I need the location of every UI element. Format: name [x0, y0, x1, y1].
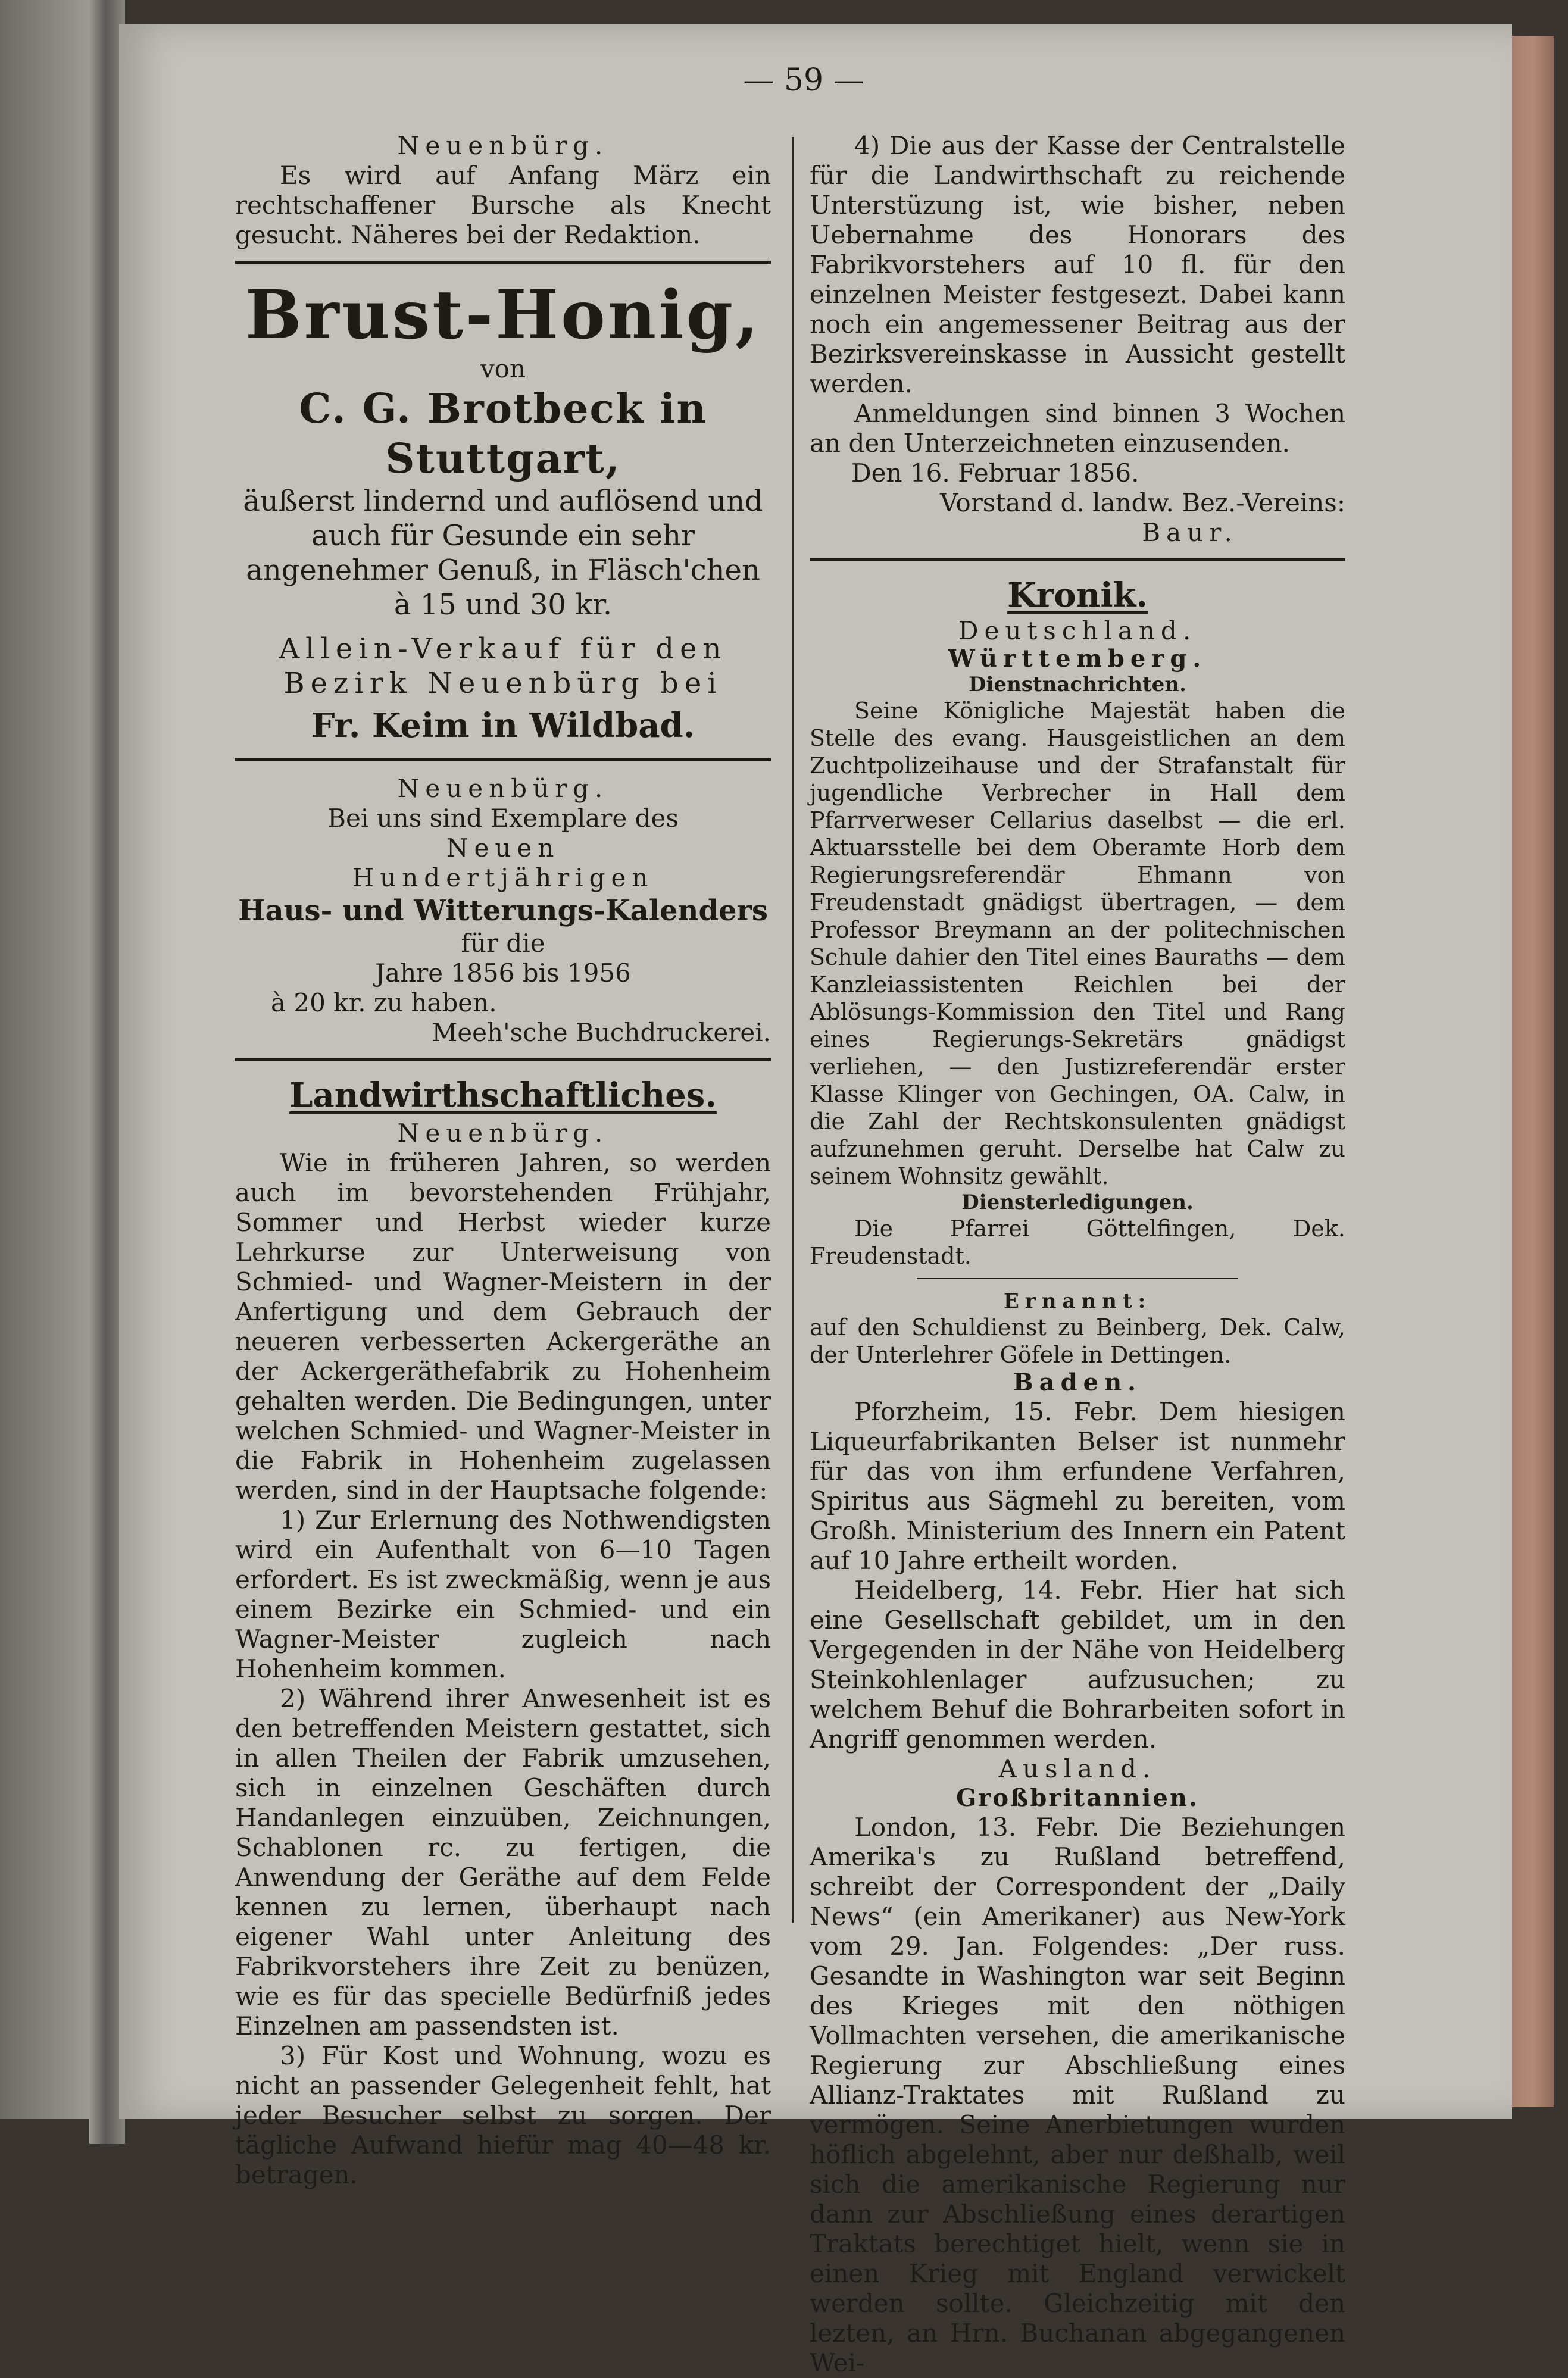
- classified-ad-knecht: [235, 131, 771, 250]
- column-divider: [792, 137, 794, 1923]
- subsection-heading: Diensterledigungen.: [961, 1190, 1194, 1214]
- ad-sale: Allein-Verkauf für den Bezirk Neuenbürg bei: [279, 632, 727, 700]
- section-rule: [235, 758, 771, 761]
- ad-line: Jahre 1856 bis 1956: [375, 958, 631, 988]
- ad-line: für die: [461, 929, 545, 958]
- article-paragraph: 3) Für Kost und Wohnung, wozu es nicht an passender Gelegenheit fehlt, hat jeder Besucher selbst zu sorgen. Der tägliche Aufwand hiefür mag 40—48 kr. betragen.: [235, 2041, 771, 2189]
- ad-place: Neuenbürg.: [397, 131, 609, 160]
- ad-description: äußerst lindernd und auflösend und auch für Gesunde ein sehr angenehmer Genuß, in Fläsch'chen à 15 und 30 kr.: [243, 485, 763, 621]
- section-kronik: [810, 574, 1345, 2378]
- article-paragraph: Anmeldungen sind binnen 3 Wochen an den Unterzeichneten einzusenden.: [810, 399, 1345, 458]
- article-date: Den 16. Februar 1856.: [851, 458, 1139, 488]
- ad-maker: C. G. Brotbeck in Stuttgart,: [299, 385, 707, 483]
- region-heading: Deutschland.: [958, 616, 1197, 645]
- section-heading: Kronik.: [1007, 576, 1148, 615]
- small-rule: [917, 1278, 1238, 1279]
- ad-signature: Meeh'sche Buchdruckerei.: [432, 1018, 771, 1047]
- article-paragraph: Wie in früheren Jahren, so werden auch im bevorstehenden Frühjahr, Sommer und Herbst wieder kurze Lehrkurse zur Unterweisung von Schmied- und Wagner-Meistern in der Anfertigung und dem Gebrauch der neueren verbesserten Ackergeräthe an der Ackergeräthefabrik zu Hohenheim gehalten werden. Die Bedingungen, unter welchen Schmied- und Wagner-Meister in die Fabrik in Hohenheim zugelassen werden, sind in der Hauptsache folgende:: [235, 1148, 771, 1505]
- article-signature: Vorstand d. landw. Bez.-Vereins:: [939, 488, 1345, 517]
- article-paragraph: Seine Königliche Majestät haben die Stelle des evang. Hausgeistlichen an dem Zuchtpolizeihause und der Strafanstalt für jugendliche Verbrecher in Hall dem Pfarrverweser Cellarius daselbst — die erl. Aktuarsstelle bei dem Oberamte Horb dem Regierungsreferendär Ehmann von Freudenstadt gnädigst übertragen, — dem Professor Breymann an der politechnischen Schule dahier den Titel eines Bauraths — dem Kanzleiassistenten Reichlen bei der Ablösungs-Kommission den Titel und Rang eines Regierungs-Sekretärs gnädigst verliehen, — den Justizreferendär erster Klasse Klinger von Gechingen, OA. Calw, in die Zahl der Rechtskonsulenten gnädigst aufzunehmen geruht. Derselbe hat Calw zu seinem Wohnsitz gewählt.: [810, 698, 1345, 1189]
- ad-line: Bei uns sind Exemplare des: [327, 804, 679, 833]
- state-heading: Baden.: [1013, 1368, 1142, 1396]
- page-number: — 59 —: [743, 63, 864, 98]
- ad-place: Neuenbürg.: [397, 774, 609, 803]
- ad-brust-honig: [235, 277, 771, 747]
- section-rule: [810, 558, 1345, 561]
- section-rule: [235, 261, 771, 264]
- section-heading: Landwirthschaftliches.: [289, 1076, 717, 1115]
- right-column: [810, 131, 1345, 2378]
- article-paragraph: Pforzheim, 15. Febr. Dem hiesigen Liqueurfabrikanten Belser ist nunmehr für das von ihm erfundene Verfahren, Spiritus aus Sägmehl zu bereiten, vom Großh. Ministerium des Innern ein Patent auf 10 Jahre ertheilt worden.: [810, 1397, 1345, 1575]
- article-paragraph: 2) Während ihrer Anwesenheit ist es den betreffenden Meistern gestattet, sich in allen Theilen der Fabrik umzusehen, sich in einzelnen Geschäften durch Handanlegen einzuüben, Zeichnungen, Schablonen rc. zu fertigen, die Anwendung der Geräthe auf dem Felde kennen zu lernen, überhaupt nach eigener Wahl unter Anleitung des Fabrikvorstehers ihre Zeit zu benüzen, wie es für das specielle Bedürfniß jedes Einzelnen am passendsten ist.: [235, 1684, 771, 2040]
- left-column: [235, 131, 771, 2190]
- page-edge: [1512, 36, 1554, 2107]
- state-heading: Württemberg.: [948, 645, 1207, 673]
- article-place: Neuenbürg.: [397, 1118, 609, 1148]
- section-landwirthschaft-continued: [810, 131, 1345, 548]
- article-signature: Baur.: [1142, 518, 1238, 547]
- ad-text: Es wird auf Anfang März ein rechtschaffener Bursche als Knecht gesucht. Näheres bei der Redaktion.: [235, 161, 771, 249]
- ad-line: Hundertjährigen: [352, 863, 654, 892]
- ad-von: von: [480, 354, 526, 383]
- subsection-heading: Ernannt:: [1003, 1289, 1152, 1313]
- ad-line: Haus- und Witterungs-Kalenders: [238, 894, 768, 927]
- article-paragraph: Heidelberg, 14. Febr. Hier hat sich eine Gesellschaft gebildet, um in den Vergegenden in der Nähe von Heidelberg Steinkohlenlager aufzusuchen; zu welchem Behuf die Bohrarbeiten sofort in Angriff genommen werden.: [810, 1576, 1345, 1754]
- section-landwirthschaft: [235, 1074, 771, 2190]
- article-paragraph: 1) Zur Erlernung des Nothwendigsten wird ein Aufenthalt von 6—10 Tagen erfordert. Es ist zweckmäßig, wenn je aus einem Bezirke ein Schmied- und ein Wagner-Meister zugleich nach Hohenheim kommen.: [235, 1505, 771, 1683]
- article-paragraph: London, 13. Febr. Die Beziehungen Amerika's zu Rußland betreffend, schreibt der Correspondent der „Daily News“ (ein Amerikaner) aus New-York vom 29. Jan. Folgendes: „Der russ. Gesandte in Washington war seit Beginn des Krieges mit den nöthigen Vollmachten versehen, die amerikanische Regierung zur Abschließung eines Allianz-Traktates mit Rußland zu vermögen. Seine Anerbietungen wurden höflich abgelehnt, aber nur deßhalb, weil sich die amerikanische Regierung nur dann zur Abschließung eines derartigen Traktats berechtiget hielt, wenn sie in einen Krieg mit England verwickelt werden sollte. Gleichzeitig mit den lezten, an Hrn. Buchanan abgegangenen Wei-: [810, 1813, 1345, 2377]
- article-paragraph: auf den Schuldienst zu Beinberg, Dek. Calw, der Unterlehrer Göfele in Dettingen.: [810, 1314, 1345, 1368]
- ad-seller: Fr. Keim in Wildbad.: [311, 706, 695, 745]
- ad-line: à 20 kr. zu haben.: [271, 988, 497, 1017]
- ad-line: Neuen: [446, 833, 560, 863]
- region-heading: Ausland.: [998, 1754, 1157, 1783]
- ad-title: Brust-Honig,: [245, 276, 761, 354]
- state-heading: Großbritannien.: [956, 1784, 1199, 1812]
- section-rule: [235, 1058, 771, 1061]
- ad-kalender: [235, 774, 771, 1048]
- article-paragraph: Die Pfarrei Göttelfingen, Dek. Freudenstadt.: [810, 1215, 1345, 1269]
- subsection-heading: Dienstnachrichten.: [969, 673, 1186, 696]
- article-paragraph: 4) Die aus der Kasse der Centralstelle für die Landwirthschaft zu reichende Unterstüzung ist, wie bisher, neben Uebernahme des Honorars des Fabrikvorstehers auf 10 fl. für den einzelnen Meister festgesezt. Dabei kann noch ein angemessener Beitrag aus der Bezirksvereinskasse in Aussicht gestellt werden.: [810, 131, 1345, 398]
